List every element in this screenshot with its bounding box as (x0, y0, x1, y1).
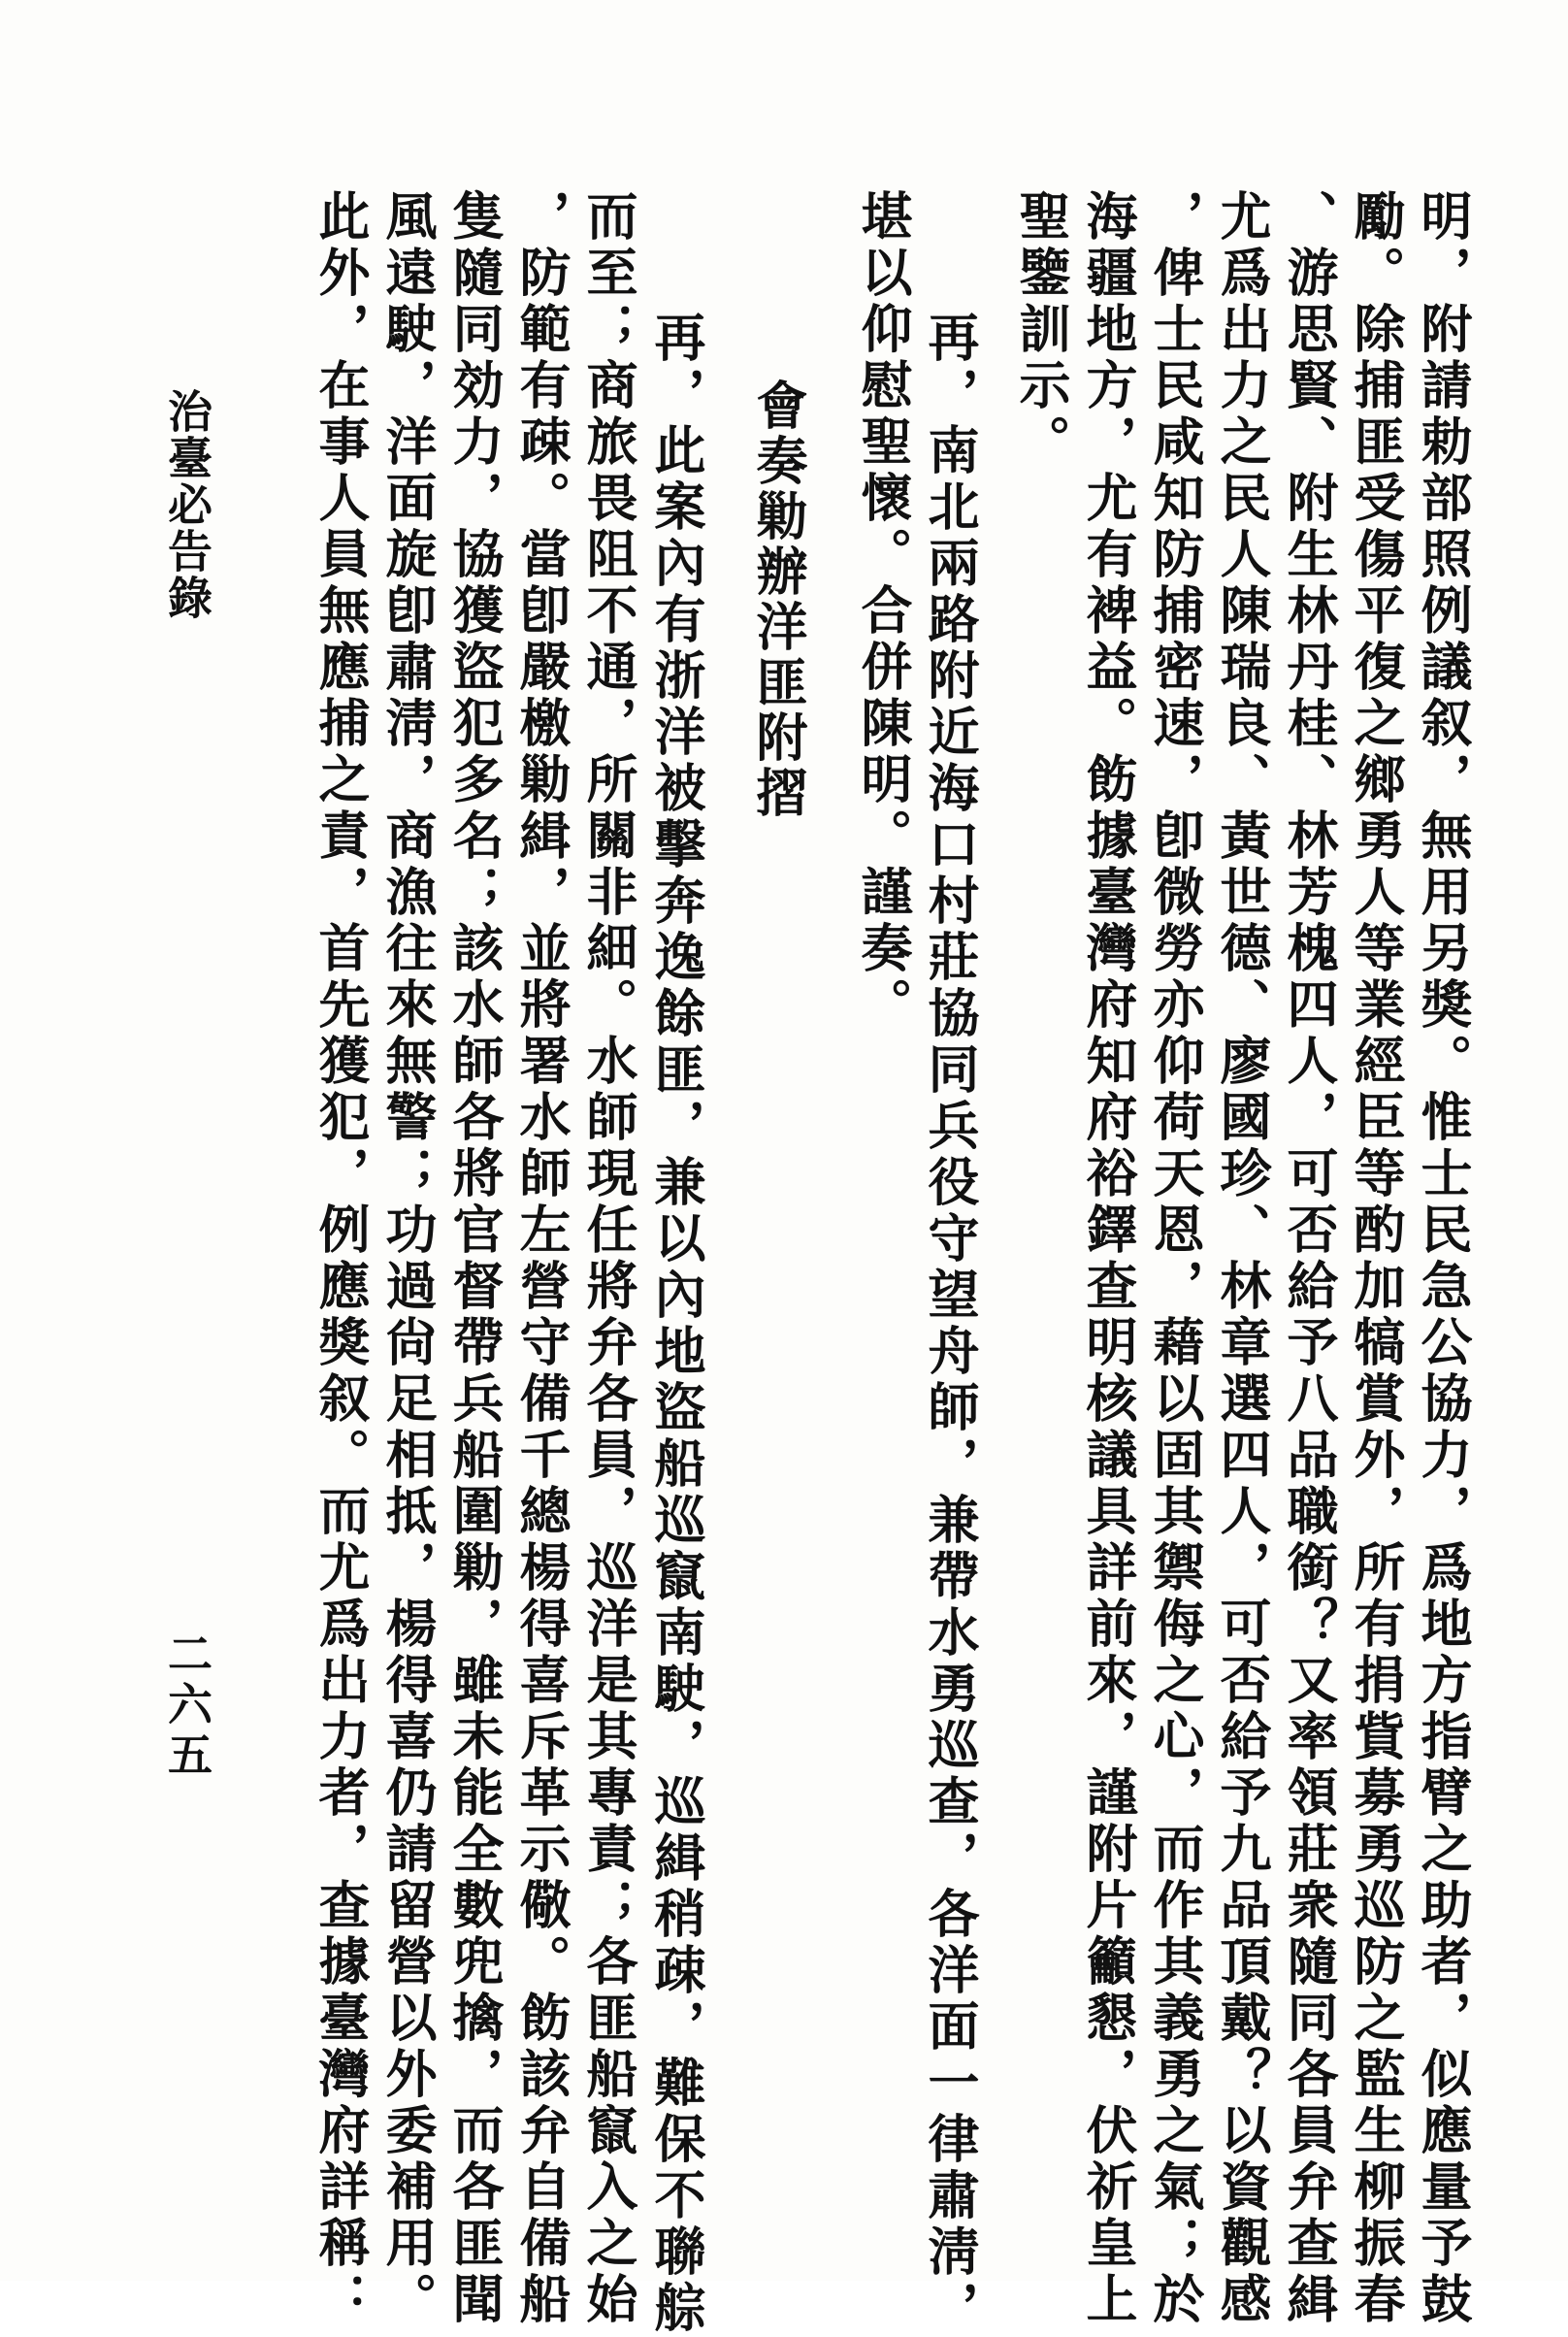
text-column-4: 尤爲出力之民人陳瑞良、黃世德、廖國珍、林章選四人，可否給予九品頂戴？以資觀感 (1212, 189, 1272, 2328)
text-column-16: 此外，在事人員無應捕之責，首先獲犯，例應獎叙。而尤爲出力者，查據臺灣府詳稱： (310, 189, 371, 2328)
text-column-14: 隻隨同効力，協獲盜犯多名；該水師各將官督帶兵船圍勦，雖未能全數兜擒，而各匪聞 (444, 189, 505, 2328)
text-column-2: 勵。除捕匪受傷平復之鄉勇人等業經臣等酌加犒賞外，所有捐貲募勇巡防之監生柳振春 (1346, 189, 1406, 2328)
page-number: 二六五 (161, 1630, 213, 1782)
text-column-6: 海疆地方，尤有裨益。飭據臺灣府知府裕鐸查明核議具詳前來，謹附片籲懇，伏祈皇上 (1078, 189, 1138, 2328)
text-column-12: 而至；商旅畏阻不通，所關非細。水師現任將弁各員，巡洋是其專責；各匪船竄入之始 (578, 189, 638, 2328)
running-title: 治臺必告錄 (161, 388, 213, 621)
text-column-8: 再，南北兩路附近海口村莊協同兵役守望舟師，兼帶水勇巡查，各洋面一律肅淸， (920, 311, 980, 2337)
text-column-7: 聖鑒訓示。 (1011, 189, 1071, 471)
section-heading: 會奏勦辦洋匪附摺 (748, 379, 808, 821)
text-column-15: 風遠駛，洋面旋卽肅淸，商漁往來無警；功過尙足相抵，楊得喜仍請留營以外委補用。 (377, 189, 438, 2328)
text-column-13: ，防範有疎。當卽嚴檄勦緝，並將署水師左營守備千總楊得喜斥革示儆。飭該弁自備船 (511, 189, 572, 2328)
text-column-9: 堪以仰慰聖懷。合併陳明。謹奏。 (853, 189, 913, 1034)
text-column-5: ，俾士民咸知防捕密速，卽微勞亦仰荷天恩，藉以固其禦侮之心，而作其義勇之氣；於 (1145, 189, 1205, 2328)
text-column-3: 、游思賢、附生林丹桂、林芳槐四人，可否給予八品職銜？又率領莊衆隨同各員弁查緝 (1279, 189, 1339, 2328)
text-column-1: 明，附請勅部照例議叙，無用另獎。惟士民急公協力，爲地方指臂之助者，似應量予鼓 (1413, 189, 1473, 2328)
text-column-11: 再，此案內有浙洋被擊奔逸餘匪，兼以內地盜船巡竄南駛，巡緝稍疎，難保不聯䑸 (646, 311, 706, 2337)
